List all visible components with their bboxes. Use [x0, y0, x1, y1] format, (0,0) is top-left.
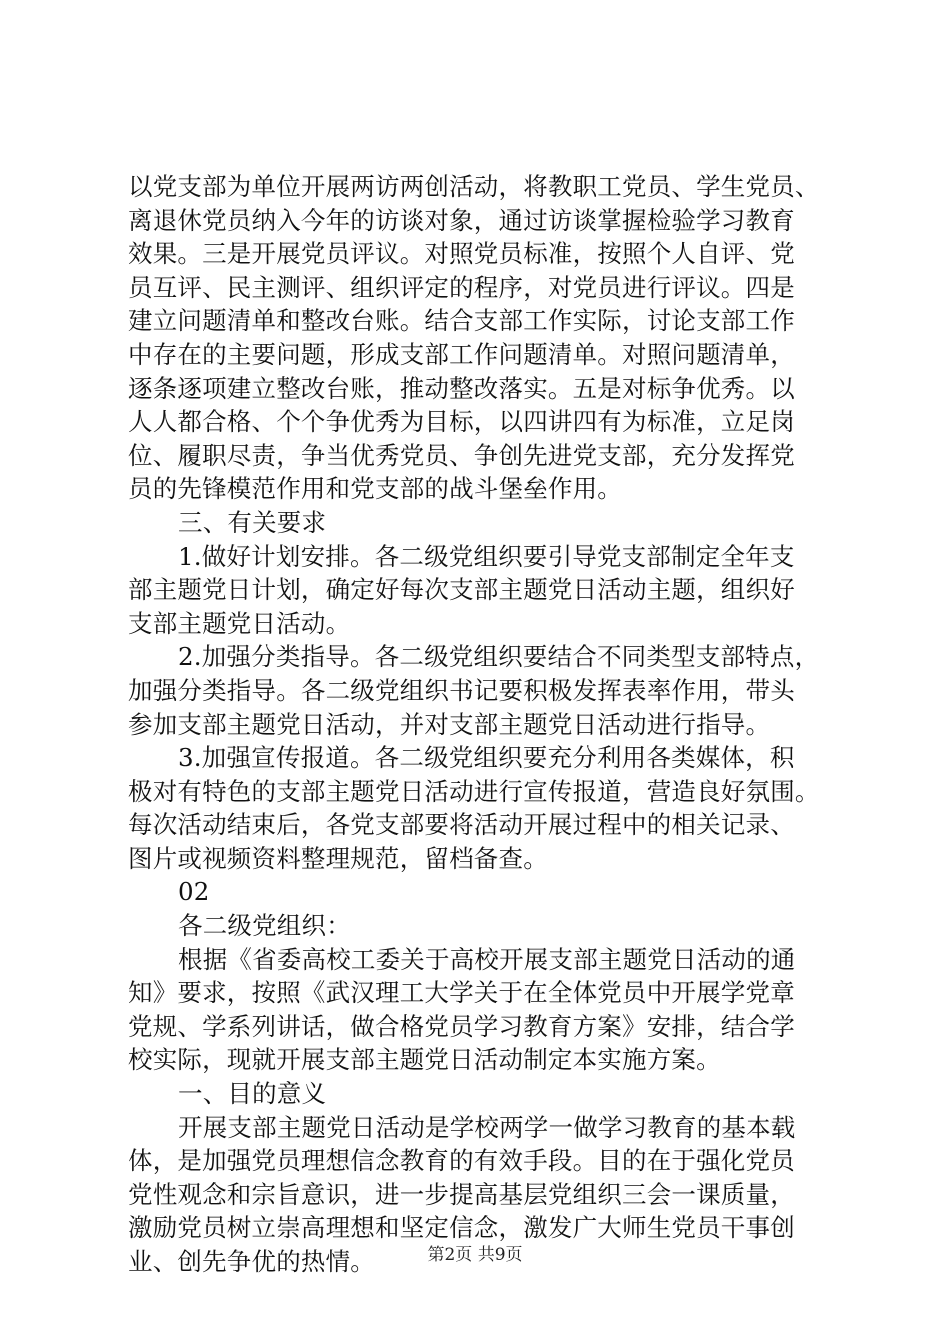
text-line: 3.加强宣传报道。各二级党组织要充分利用各类媒体，积 [178, 743, 795, 773]
text-line: 以党支部为单位开展两访两创活动，将教职工党员、学生党员、 [128, 172, 820, 201]
text-line: 体，是加强党员理想信念教育的有效手段。目的在于强化党员 [128, 1146, 795, 1176]
text-line: 党性观念和宗旨意识，进一步提高基层党组织三会一课质量， [128, 1179, 795, 1209]
text-line: 每次活动结束后，各党支部要将活动开展过程中的相关记录、 [128, 810, 795, 840]
text-line: 业、创先争优的热情。 [128, 1247, 375, 1276]
text-line: 根据《省委高校工委关于高校开展支部主题党日活动的通 [178, 944, 796, 974]
text-line: 校实际，现就开展支部主题党日活动制定本实施方案。 [128, 1045, 721, 1075]
text-line: 部主题党日计划，确定好每次支部主题党日活动主题，组织好 [128, 575, 795, 605]
text-line: 三、有关要求 [178, 507, 327, 537]
text-line: 一、目的意义 [178, 1079, 327, 1109]
text-line: 效果。三是开展党员评议。对照党员标准，按照个人自评、党 [128, 239, 795, 269]
text-line: 图片或视频资料整理规范，留档备查。 [128, 843, 548, 873]
text-line: 02 [178, 877, 210, 907]
text-line: 员互评、民主测评、组织评定的程序，对党员进行评议。四是 [128, 272, 795, 302]
text-line: 支部主题党日活动。 [128, 608, 351, 638]
text-line: 党规、学系列讲话，做合格党员学习教育方案》安排，结合学 [128, 1011, 795, 1041]
text-line: 逐条逐项建立整改台账，推动整改落实。五是对标争优秀。以 [128, 373, 795, 403]
text-line: 极对有特色的支部主题党日活动进行宣传报道，营造良好氛围。 [128, 776, 820, 806]
document-body [128, 170, 828, 1279]
text-line: 知》要求，按照《武汉理工大学关于在全体党员中开展学党章 [128, 978, 795, 1008]
text-line: 离退休党员纳入今年的访谈对象，通过访谈掌握检验学习教育 [128, 205, 795, 235]
text-line: 中存在的主要问题，形成支部工作问题清单。对照问题清单， [128, 339, 795, 369]
page-footer: 第2页 共9页 [427, 1245, 523, 1265]
text-line: 开展支部主题党日活动是学校两学一做学习教育的基本载 [178, 1112, 796, 1142]
text-line: 人人都合格、个个争优秀为目标，以四讲四有为标准，立足岗 [128, 407, 795, 437]
text-line: 员的先锋模范作用和党支部的战斗堡垒作用。 [128, 474, 622, 504]
text-line: 参加支部主题党日活动，并对支部主题党日活动进行指导。 [128, 709, 771, 739]
text-line: 2.加强分类指导。各二级党组织要结合不同类型支部特点， [178, 642, 820, 672]
text-line: 加强分类指导。各二级党组织书记要积极发挥表率作用，带头 [128, 675, 795, 705]
text-line: 位、履职尽责，争当优秀党员、争创先进党支部，充分发挥党 [128, 440, 795, 470]
text-line: 激励党员树立崇高理想和坚定信念，激发广大师生党员干事创 [128, 1213, 795, 1243]
text-line: 各二级党组织： [178, 911, 351, 941]
text-line: 1.做好计划安排。各二级党组织要引导党支部制定全年支 [178, 541, 795, 571]
text-line: 建立问题清单和整改台账。结合支部工作实际，讨论支部工作 [128, 306, 795, 336]
